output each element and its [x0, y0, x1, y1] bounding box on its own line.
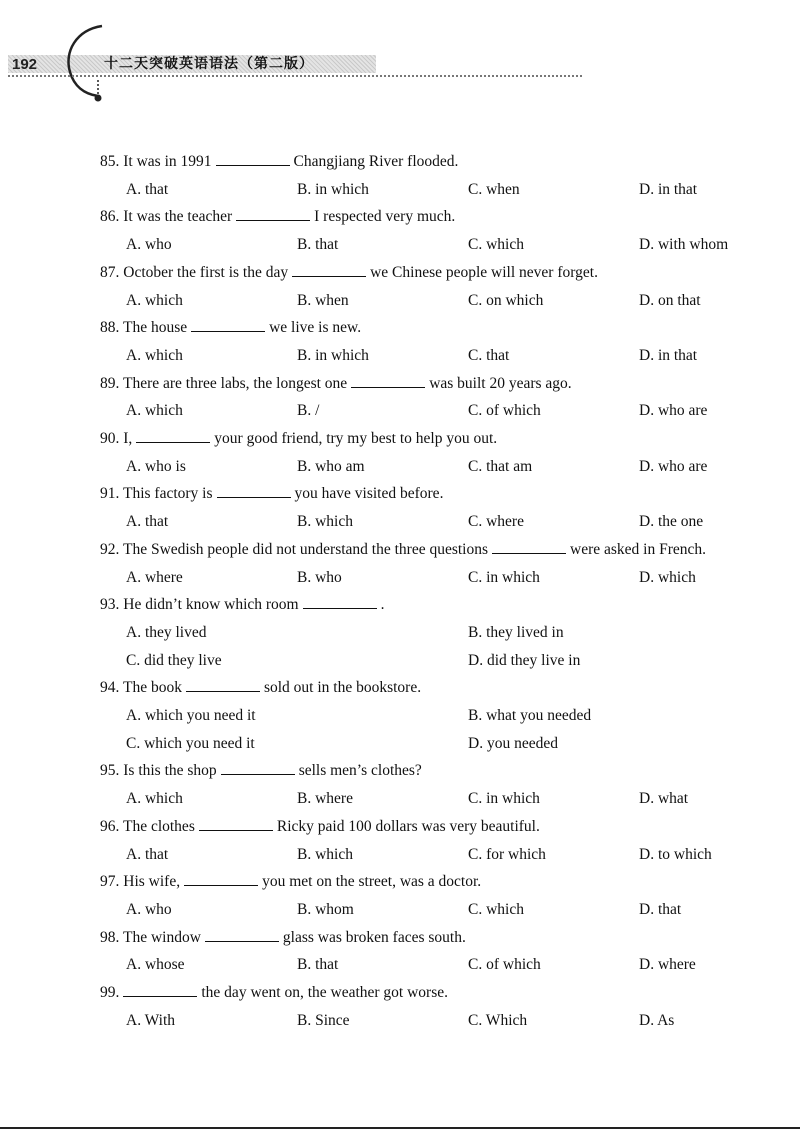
question-stem-line	[0, 676, 800, 700]
question-text-continued: .	[380, 596, 385, 614]
question-stem	[100, 427, 497, 451]
option: A. who	[126, 236, 172, 254]
question-stem-line	[0, 815, 800, 839]
question-stem	[100, 593, 384, 617]
option: D. which	[639, 568, 696, 586]
question-text-continued: were asked in French.	[570, 540, 707, 558]
option: C. of which	[468, 956, 541, 974]
option: A. which	[126, 402, 183, 420]
question-text-continued: the day went on, the weather got worse.	[201, 984, 449, 1001]
option: A. which	[126, 291, 183, 309]
question-stem	[100, 316, 361, 340]
question-stem	[100, 926, 466, 950]
options-line	[0, 704, 800, 728]
question-text: 94. The book	[100, 679, 182, 697]
options-line	[0, 953, 800, 977]
option: A. With	[126, 1011, 176, 1029]
answer-blank	[216, 151, 290, 166]
question-text-continued: we Chinese people will never forget.	[370, 263, 598, 281]
options-line	[0, 399, 800, 423]
question-text: 85. It was in 1991	[100, 153, 212, 170]
option: B. that	[297, 956, 339, 974]
option: D. who are	[639, 457, 708, 475]
option: A. which you need it	[126, 707, 256, 724]
header-dotted-rule	[8, 75, 582, 77]
option: B. whom	[297, 900, 354, 918]
option: D. with whom	[639, 236, 729, 254]
option: C. of which	[468, 402, 541, 420]
question-stem-line	[0, 261, 800, 285]
question-stem	[100, 815, 540, 839]
option: B. when	[297, 291, 349, 309]
question-stem-line	[0, 372, 800, 396]
options-line	[0, 178, 800, 202]
option: D. in that	[639, 180, 698, 198]
question-stem	[100, 205, 455, 229]
option: D. As	[639, 1011, 675, 1029]
answer-blank	[303, 594, 377, 609]
question-text: 92. The Swedish people did not understand the three questions	[100, 540, 489, 558]
option: C. in which	[468, 568, 540, 586]
question-stem-line	[0, 482, 800, 506]
option: C. Which	[468, 1011, 528, 1029]
answer-blank	[123, 982, 197, 997]
option: B. who am	[297, 457, 365, 475]
option: A. which	[126, 790, 183, 808]
option: A. that	[126, 180, 169, 198]
question-text: 89. There are three labs, the longest one	[100, 374, 348, 392]
option: C. that	[468, 346, 510, 364]
option: A. that	[126, 513, 169, 531]
option: C. which	[468, 900, 524, 918]
option: C. for which	[468, 845, 546, 863]
options-line	[0, 898, 800, 922]
question-stem	[100, 981, 448, 1005]
question-stem-line	[0, 538, 800, 562]
options-line	[0, 732, 800, 756]
option: B. what you needed	[468, 707, 592, 724]
option: A. whose	[126, 956, 185, 974]
question-text: 86. It was the teacher	[100, 208, 233, 226]
question-text: 91. This factory is	[100, 485, 213, 503]
option: B. which	[297, 513, 353, 531]
option: C. where	[468, 513, 524, 531]
options-line	[0, 289, 800, 313]
page-number: 192	[12, 56, 38, 73]
answer-blank	[221, 760, 295, 775]
question-text: 96. The clothes	[100, 817, 195, 835]
option: C. when	[468, 180, 520, 198]
option: A. that	[126, 845, 169, 863]
option: A. where	[126, 568, 183, 586]
options-line	[0, 843, 800, 867]
option: A. who is	[126, 457, 186, 475]
options-line	[0, 233, 800, 257]
question-stem-line	[0, 981, 800, 1005]
options-line	[0, 510, 800, 534]
question-stem	[100, 372, 572, 396]
question-stem-line	[0, 759, 800, 783]
answer-blank	[492, 539, 566, 554]
question-text-continued: was built 20 years ago.	[429, 374, 572, 392]
option: B. who	[297, 568, 342, 586]
question-stem-line	[0, 205, 800, 229]
option: D. that	[639, 900, 682, 918]
option: D. who are	[639, 402, 708, 420]
question-stem	[100, 538, 706, 562]
option: A. which	[126, 346, 183, 364]
answer-blank	[292, 262, 366, 277]
question-stem	[100, 261, 598, 285]
question-text-continued: I respected very much.	[314, 208, 456, 226]
question-text-continued: sold out in the bookstore.	[263, 679, 422, 697]
answer-blank	[186, 677, 260, 692]
options-line	[0, 649, 800, 673]
option: D. the one	[639, 513, 704, 531]
question-text-continued: you have visited before.	[294, 485, 444, 503]
option: B. where	[297, 790, 353, 808]
options-line	[0, 621, 800, 645]
bottom-rule	[0, 1127, 800, 1129]
question-stem-line	[0, 150, 800, 174]
answer-blank	[236, 206, 310, 221]
question-text-continued: Ricky paid 100 dollars was very beautiful.	[276, 817, 540, 835]
option: D. what	[639, 790, 689, 808]
options-line	[0, 455, 800, 479]
question-text: 95. Is this the shop	[100, 762, 217, 780]
option: C. that am	[468, 457, 533, 475]
question-text-continued: glass was broken faces south.	[282, 928, 466, 946]
option: C. which you need it	[126, 734, 255, 752]
answer-blank	[217, 483, 291, 498]
answer-blank	[184, 871, 258, 886]
answer-blank	[205, 927, 279, 942]
option: C. in which	[468, 790, 540, 808]
answer-blank	[199, 816, 273, 831]
question-text: 90. I,	[100, 430, 133, 447]
option: B. in which	[297, 346, 369, 364]
option: B. in which	[297, 180, 369, 198]
option: D. where	[639, 956, 696, 974]
question-text-continued: Changjiang River flooded.	[293, 153, 459, 170]
question-stem-line	[0, 926, 800, 950]
question-stem-line	[0, 870, 800, 894]
options-line	[0, 1009, 800, 1033]
question-stem	[100, 870, 481, 894]
question-text: 99.	[100, 984, 120, 1001]
question-stem	[100, 150, 458, 174]
answer-blank	[191, 317, 265, 332]
option: B. which	[297, 845, 353, 863]
option: C. on which	[468, 291, 544, 309]
question-stem-line	[0, 427, 800, 451]
question-text-continued: you met on the street, was a doctor.	[262, 873, 482, 891]
answer-blank	[136, 428, 210, 443]
option: A. they lived	[126, 623, 207, 641]
option: D. you needed	[468, 734, 558, 752]
question-text: 88. The house	[100, 319, 188, 337]
option: B. /	[297, 402, 320, 420]
option: A. who	[126, 900, 172, 918]
book-title: 十二天突破英语语法（第二版）	[104, 56, 314, 72]
option: D. did they live in	[468, 651, 581, 669]
option: B. they lived in	[468, 623, 564, 641]
question-stem	[100, 759, 422, 783]
option: D. to which	[639, 845, 712, 863]
options-line	[0, 787, 800, 811]
question-text-continued: your good friend, try my best to help you out.	[214, 430, 498, 447]
question-stem-line	[0, 593, 800, 617]
option: C. which	[468, 236, 524, 254]
option: D. on that	[639, 291, 701, 309]
option: B. Since	[297, 1011, 350, 1029]
page-header	[0, 0, 800, 110]
question-text-continued: sells men’s clothes?	[298, 762, 422, 780]
answer-blank	[351, 373, 425, 388]
option: D. in that	[639, 346, 698, 364]
question-text: 97. His wife,	[100, 873, 181, 891]
question-text-continued: we live is new.	[269, 319, 362, 337]
question-stem	[100, 676, 421, 700]
question-stem-line	[0, 316, 800, 340]
question-text: 98. The window	[100, 928, 201, 946]
question-text: 87. October the first is the day	[100, 263, 289, 281]
option: B. that	[297, 236, 339, 254]
options-line	[0, 344, 800, 368]
option: C. did they live	[126, 651, 222, 669]
options-line	[0, 566, 800, 590]
question-text: 93. He didn’t know which room	[100, 596, 299, 614]
question-stem	[100, 482, 443, 506]
